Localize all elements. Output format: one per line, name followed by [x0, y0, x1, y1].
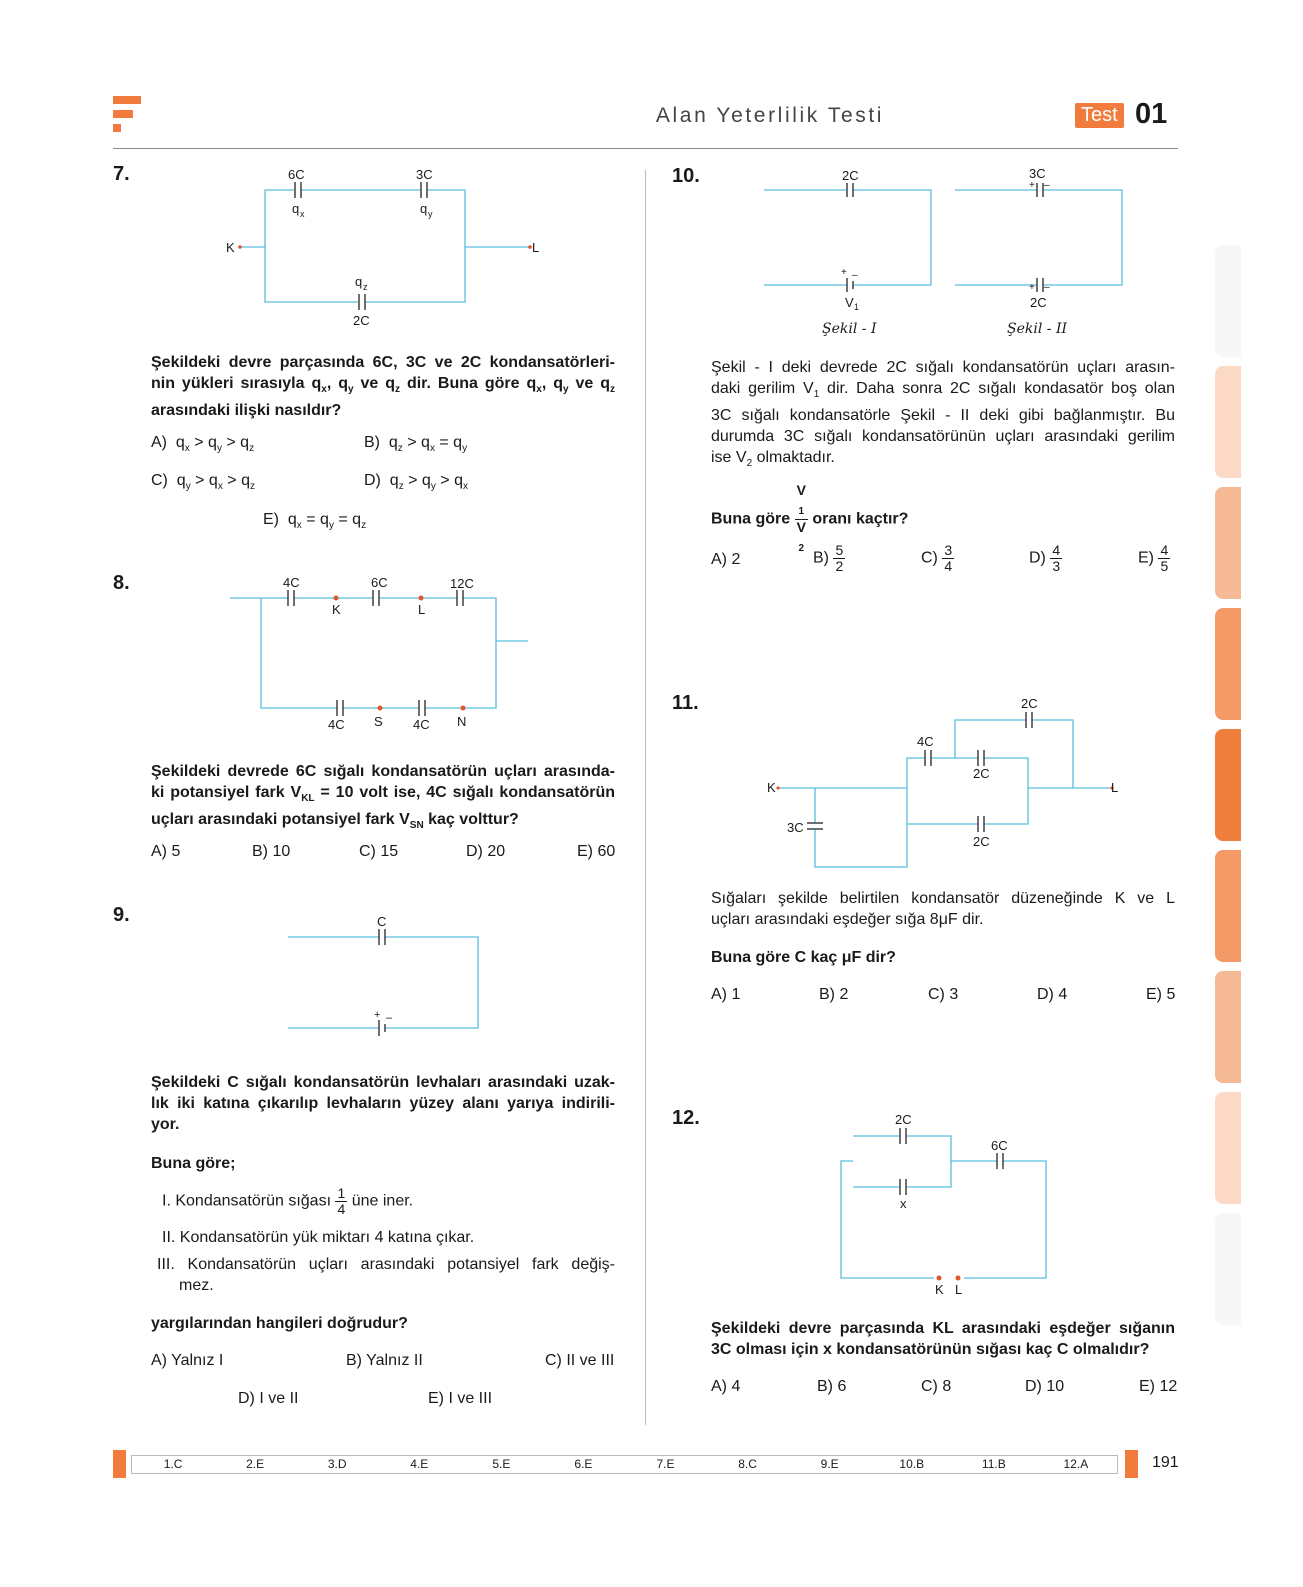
q10-option-d[interactable]: D) $\frac{4}{3}$ — [1029, 542, 1061, 574]
question-number: 8. — [113, 572, 130, 594]
svg-text:+: + — [1029, 282, 1035, 293]
q9-label-plus: + — [374, 1009, 381, 1021]
answer-key-item: 11.B — [981, 1457, 1006, 1471]
q10-label-3c: 3C — [1029, 166, 1046, 181]
q8-stem: Şekildeki devrede 6C sığalı kondansatörün uçları arasında- ki potansiyel fark $V_{KL} = 10$ volt ise, 4C sığalı kondansatörün uçları arasındaki potansiyel fark $V_{SN}$ kaç volttur? — [151, 763, 615, 832]
answer-key-bar — [113, 1450, 1178, 1478]
q10-plus: + — [841, 267, 847, 278]
q10-option-b[interactable]: B) $\frac{5}{2}$ — [813, 542, 844, 574]
side-tab-4 — [1215, 608, 1241, 720]
q10-question: Buna göre V $_1$ V $_2$ oranı kaçtır? — [711, 482, 909, 554]
side-tab-3 — [1215, 487, 1241, 599]
q7-label-6c: 6C — [288, 167, 305, 182]
q8-label-6c: 6C — [371, 575, 388, 590]
q12-label-l: L — [955, 1282, 963, 1297]
side-tab-6 — [1215, 850, 1241, 962]
q8-label-l: L — [418, 602, 426, 617]
q7-option-a[interactable]: A) $q_x > q_y > q_z$ — [151, 434, 255, 455]
q8-label-4c-bottom: 4C — [328, 717, 345, 732]
q11-option-e[interactable]: E) 5 — [1146, 986, 1176, 1003]
answer-key-item: 6.E — [574, 1457, 593, 1471]
q9-option-a[interactable]: A) Yalnız I — [151, 1352, 224, 1369]
side-tab-5 — [1215, 729, 1241, 841]
q12-label-k: K — [935, 1282, 944, 1297]
q12-option-b[interactable]: B) 6 — [817, 1378, 847, 1395]
q10-circuit-diagram — [755, 165, 1135, 345]
fraction: V $_1$ V $_2$ — [796, 482, 806, 554]
q9-item-2: II. Kondansatörün yük miktarı 4 katına çıkar. — [162, 1229, 475, 1246]
fraction: $\frac{1}{4}$ — [337, 1185, 346, 1217]
answer-key-item: 10.B — [899, 1457, 925, 1471]
question-number: 9. — [113, 904, 130, 926]
q9-stem: Şekildeki C sığalı kondansatörün levhaları arasındaki uzak- lık iki katına çıkarılıp levhaların yüzey alanı yarıya indirili- yor. — [151, 1074, 615, 1133]
q7-label-l: L — [532, 240, 540, 255]
q7-option-c[interactable]: C) $q_y > q_x > q_z$ — [151, 472, 255, 493]
q7-label-3c: 3C — [416, 167, 433, 182]
q7-label-2c: 2C — [353, 313, 370, 328]
q12-label-6c: 6C — [991, 1138, 1008, 1153]
q8-option-c[interactable]: C) 15 — [359, 843, 399, 860]
answer-key-strip — [131, 1455, 1118, 1474]
answer-bar-left-marker — [113, 1450, 126, 1478]
q7-label-k: K — [226, 240, 235, 255]
svg-text:–: – — [1044, 282, 1050, 293]
q8-label-s: S — [374, 714, 383, 729]
side-tab-9 — [1215, 1213, 1241, 1325]
q7-circuit-diagram — [220, 165, 550, 335]
q11-label-4c: 4C — [917, 734, 934, 749]
q10-option-c[interactable]: C) $\frac{3}{4}$ — [921, 542, 953, 574]
q9-option-e[interactable]: E) I ve III — [428, 1390, 493, 1407]
q11-stem: Sığaları şekilde belirtilen kondansatör düzeneğinde K ve L uçları arasındaki eşdeğer sığa 8μF dir. — [711, 890, 1175, 928]
header-title: Alan Yeterlilik Testi — [655, 104, 885, 127]
question-number: 11. — [672, 692, 699, 714]
q11-question: Buna göre C kaç μF dir? — [711, 949, 896, 966]
q8-circuit-diagram — [225, 570, 535, 740]
answer-key-item: 2.E — [246, 1457, 265, 1471]
figure-caption-1: Şekil - I — [822, 321, 877, 337]
q10-label-v1: V — [845, 295, 854, 310]
q12-option-d[interactable]: D) 10 — [1025, 1378, 1065, 1395]
q12-circuit-diagram — [830, 1105, 1060, 1305]
answer-key-item: 7.E — [656, 1457, 675, 1471]
q7-option-d[interactable]: D) $q_z > q_y > q_x$ — [364, 472, 468, 493]
page-number: 191 — [1152, 1454, 1179, 1471]
figure-caption-2: Şekil - II — [1007, 321, 1068, 337]
answer-key-item: 3.D — [327, 1457, 347, 1471]
q11-label-l: L — [1111, 780, 1119, 795]
q11-label-3c: 3C — [787, 820, 804, 835]
answer-key-item: 1.C — [163, 1457, 183, 1471]
q8-label-n: N — [457, 714, 467, 729]
question-number: 12. — [672, 1107, 700, 1129]
side-tabs — [1215, 245, 1241, 1334]
column-divider — [645, 170, 646, 1425]
q11-label-2c-bottom: 2C — [973, 834, 990, 849]
answer-key-item: 5.E — [492, 1457, 511, 1471]
q9-option-b[interactable]: B) Yalnız II — [346, 1352, 423, 1369]
side-tab-7 — [1215, 971, 1241, 1083]
side-tab-8 — [1215, 1092, 1241, 1204]
q7-label-qy: q — [420, 201, 428, 216]
q11-option-a[interactable]: A) 1 — [711, 986, 741, 1003]
q9-option-d[interactable]: D) I ve II — [238, 1390, 299, 1407]
q12-label-2c: 2C — [895, 1112, 912, 1127]
q9-circuit-diagram — [280, 910, 485, 1040]
q11-option-c[interactable]: C) 3 — [928, 986, 959, 1003]
q9-lead: Buna göre; — [151, 1155, 236, 1172]
q9-label-c: C — [377, 914, 387, 929]
q7-label-qx: q — [292, 201, 300, 216]
svg-text:1: 1 — [854, 302, 860, 312]
answer-key-item: 4.E — [410, 1457, 429, 1471]
q8-option-d[interactable]: D) 20 — [466, 843, 506, 860]
q12-stem: Şekildeki devre parçasında KL arasındaki eşdeğer sığanın 3C olması için x kondansatörünün sığası kaç C olmalıdır? — [711, 1320, 1175, 1358]
answer-key-item: 12.A — [1063, 1457, 1089, 1471]
q11-label-2c-top: 2C — [1021, 696, 1038, 711]
side-tab-1 — [1215, 245, 1241, 357]
q10-option-e[interactable]: E) $\frac{4}{5}$ — [1138, 542, 1169, 574]
answer-key-item: 9.E — [820, 1457, 839, 1471]
q10-minus: – — [852, 270, 858, 281]
q9-option-c[interactable]: C) II ve III — [545, 1352, 615, 1369]
q11-option-b[interactable]: B) 2 — [819, 986, 849, 1003]
answer-bar-right-marker — [1125, 1450, 1138, 1478]
q10-label-2c: 2C — [842, 168, 859, 183]
side-tab-2 — [1215, 366, 1241, 478]
q10-option-a[interactable]: A) 2 — [711, 551, 741, 568]
q12-option-c[interactable]: C) 8 — [921, 1378, 952, 1395]
svg-text:+: + — [1029, 180, 1035, 191]
q12-option-a[interactable]: A) 4 — [711, 1378, 741, 1395]
q7-label-qz: q — [355, 274, 363, 289]
q8-label-4c-top: 4C — [283, 575, 300, 590]
answer-key-item: 8.C — [738, 1457, 757, 1471]
q7-stem: Şekildeki devre parçasında 6C, 3C ve 2C kondansatörleri- nin yükleri sırasıyla $q_x$, $q_y$ ve $q_z$ dir. Buna göre $q_x$, $q_y$ ve $q_z$ arasındaki ilişki nasıldır? — [151, 354, 616, 420]
q8-label-4c-bottom-2: 4C — [413, 717, 430, 732]
q11-label-2c-mid: 2C — [973, 766, 990, 781]
header-divider — [113, 148, 1178, 149]
svg-text:–: – — [1044, 180, 1050, 191]
svg-text:x: x — [300, 209, 305, 219]
test-badge: Test — [1075, 103, 1124, 128]
q10-label-2c-right: 2C — [1030, 295, 1047, 310]
svg-text:y: y — [428, 209, 433, 219]
question-number: 10. — [672, 165, 700, 187]
q12-label-x: x — [900, 1196, 907, 1211]
svg-text:z: z — [363, 282, 368, 292]
q9-question: yargılarından hangileri doğrudur? — [151, 1315, 408, 1332]
q8-option-a[interactable]: A) 5 — [151, 843, 181, 860]
q10-stem: Şekil - I deki devrede 2C sığalı kondansatörün uçları arasın- daki gerilim $V_1$ dir. Daha sonra 2C sığalı kondasatör boş olan 3C sığalı kondansatörle Şekil - II deki gibi bağlanmıştır. Bu durumda 3C sığalı kondansatörünün uçları arasındaki gerilim ise $V_2$ olmaktadır. — [711, 359, 1176, 470]
q7-option-e[interactable]: E) $q_x = q_y = q_z$ — [263, 511, 367, 532]
question-number: 7. — [113, 163, 130, 185]
q9-item-1: I. Kondansatörün sığası $\frac{1}{4}$ üne iner. — [162, 1185, 414, 1217]
q8-label-12c: 12C — [450, 576, 474, 591]
q8-label-k: K — [332, 602, 341, 617]
q7-option-b[interactable]: B) $q_z > q_x = q_y$ — [364, 434, 468, 455]
q11-option-d[interactable]: D) 4 — [1037, 986, 1068, 1003]
q11-circuit-diagram — [760, 690, 1140, 875]
test-number: 01 — [1135, 98, 1168, 130]
q12-option-e[interactable]: E) 12 — [1139, 1378, 1178, 1395]
q8-option-e[interactable]: E) 60 — [577, 843, 616, 860]
q9-item-3: III. Kondansatörün uçları arasındaki potansiyel fark değiş- mez. — [157, 1256, 616, 1294]
q9-label-minus: – — [386, 1012, 393, 1024]
q11-label-k: K — [767, 780, 776, 795]
q8-option-b[interactable]: B) 10 — [252, 843, 291, 860]
